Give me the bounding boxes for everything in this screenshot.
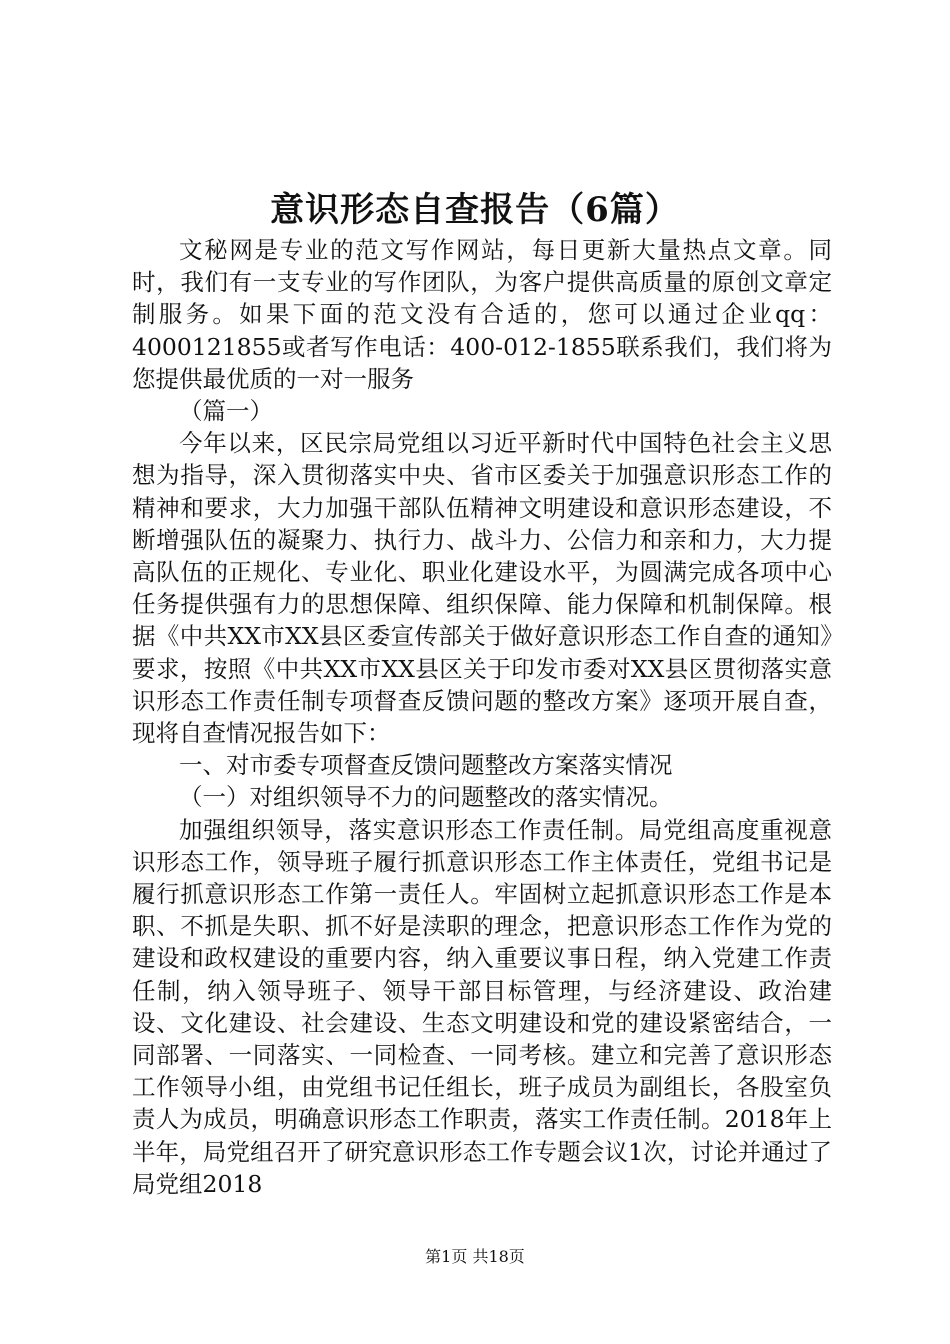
document-title: 意识形态自查报告（6篇） (270, 190, 680, 230)
intro-paragraph: 文秘网是专业的范文写作网站，每日更新大量热点文章。同时，我们有一支专业的写作团队，为客户提供高质量的原创文章定制服务。如果下面的范文没有合适的，您可以通过企业qq：4000121855或者写作电话：400-012-1855联系我们，我们将为您提供最优质的一对一服务 (132, 236, 832, 393)
document-body (132, 234, 832, 1200)
section-heading: 一、对市委专项督查反馈问题整改方案落实情况 (179, 751, 673, 780)
subsection-heading: （一）对组织领导不力的问题整改的落实情况。 (179, 783, 673, 812)
body-paragraph: 加强组织领导，落实意识形态工作责任制。局党组高度重视意识形态工作，领导班子履行抓意识形态工作主体责任，党组书记是履行抓意识形态工作第一责任人。牢固树立起抓意识形态工作是本职、不抓是失职、抓不好是渎职的理念，把意识形态工作作为党的建设和政权建设的重要内容，纳入重要议事日程，纳入党建工作责任制，纳入领导班子、领导干部目标管理，与经济建设、政治建设、文化建设、社会建设、生态文明建设和党的建设紧密结合，一同部署、一同落实、一同检查、一同考核。建立和完善了意识形态工作领导小组，由党组书记任组长，班子成员为副组长，各股室负责人为成员，明确意识形态工作职责，落实工作责任制。2018年上半年，局党组召开了研究意识形态工作专题会议1次，讨论并通过了局党组2018 (132, 815, 832, 1198)
body-paragraph: 今年以来，区民宗局党组以习近平新时代中国特色社会主义思想为指导，深入贯彻落实中央、省市区委关于加强意识形态工作的精神和要求，大力加强干部队伍精神文明建设和意识形态建设，不断增强队伍的凝聚力、执行力、战斗力、公信力和亲和力，大力提高队伍的正规化、专业化、职业化建设水平，为圆满完成各项中心任务提供强有力的思想保障、组织保障、能力保障和机制保障。根据《中共XX市XX县区委宣传部关于做好意识形态工作自查的通知》要求，按照《中共XX市XX县区关于印发市委对XX县区贯彻落实意识形态工作责任制专项督查反馈问题的整改方案》逐项开展自查，现将自查情况报告如下： (132, 429, 832, 748)
section-label: （篇一） (179, 397, 273, 426)
page-footer: 第1页 共18页 (425, 1247, 525, 1266)
